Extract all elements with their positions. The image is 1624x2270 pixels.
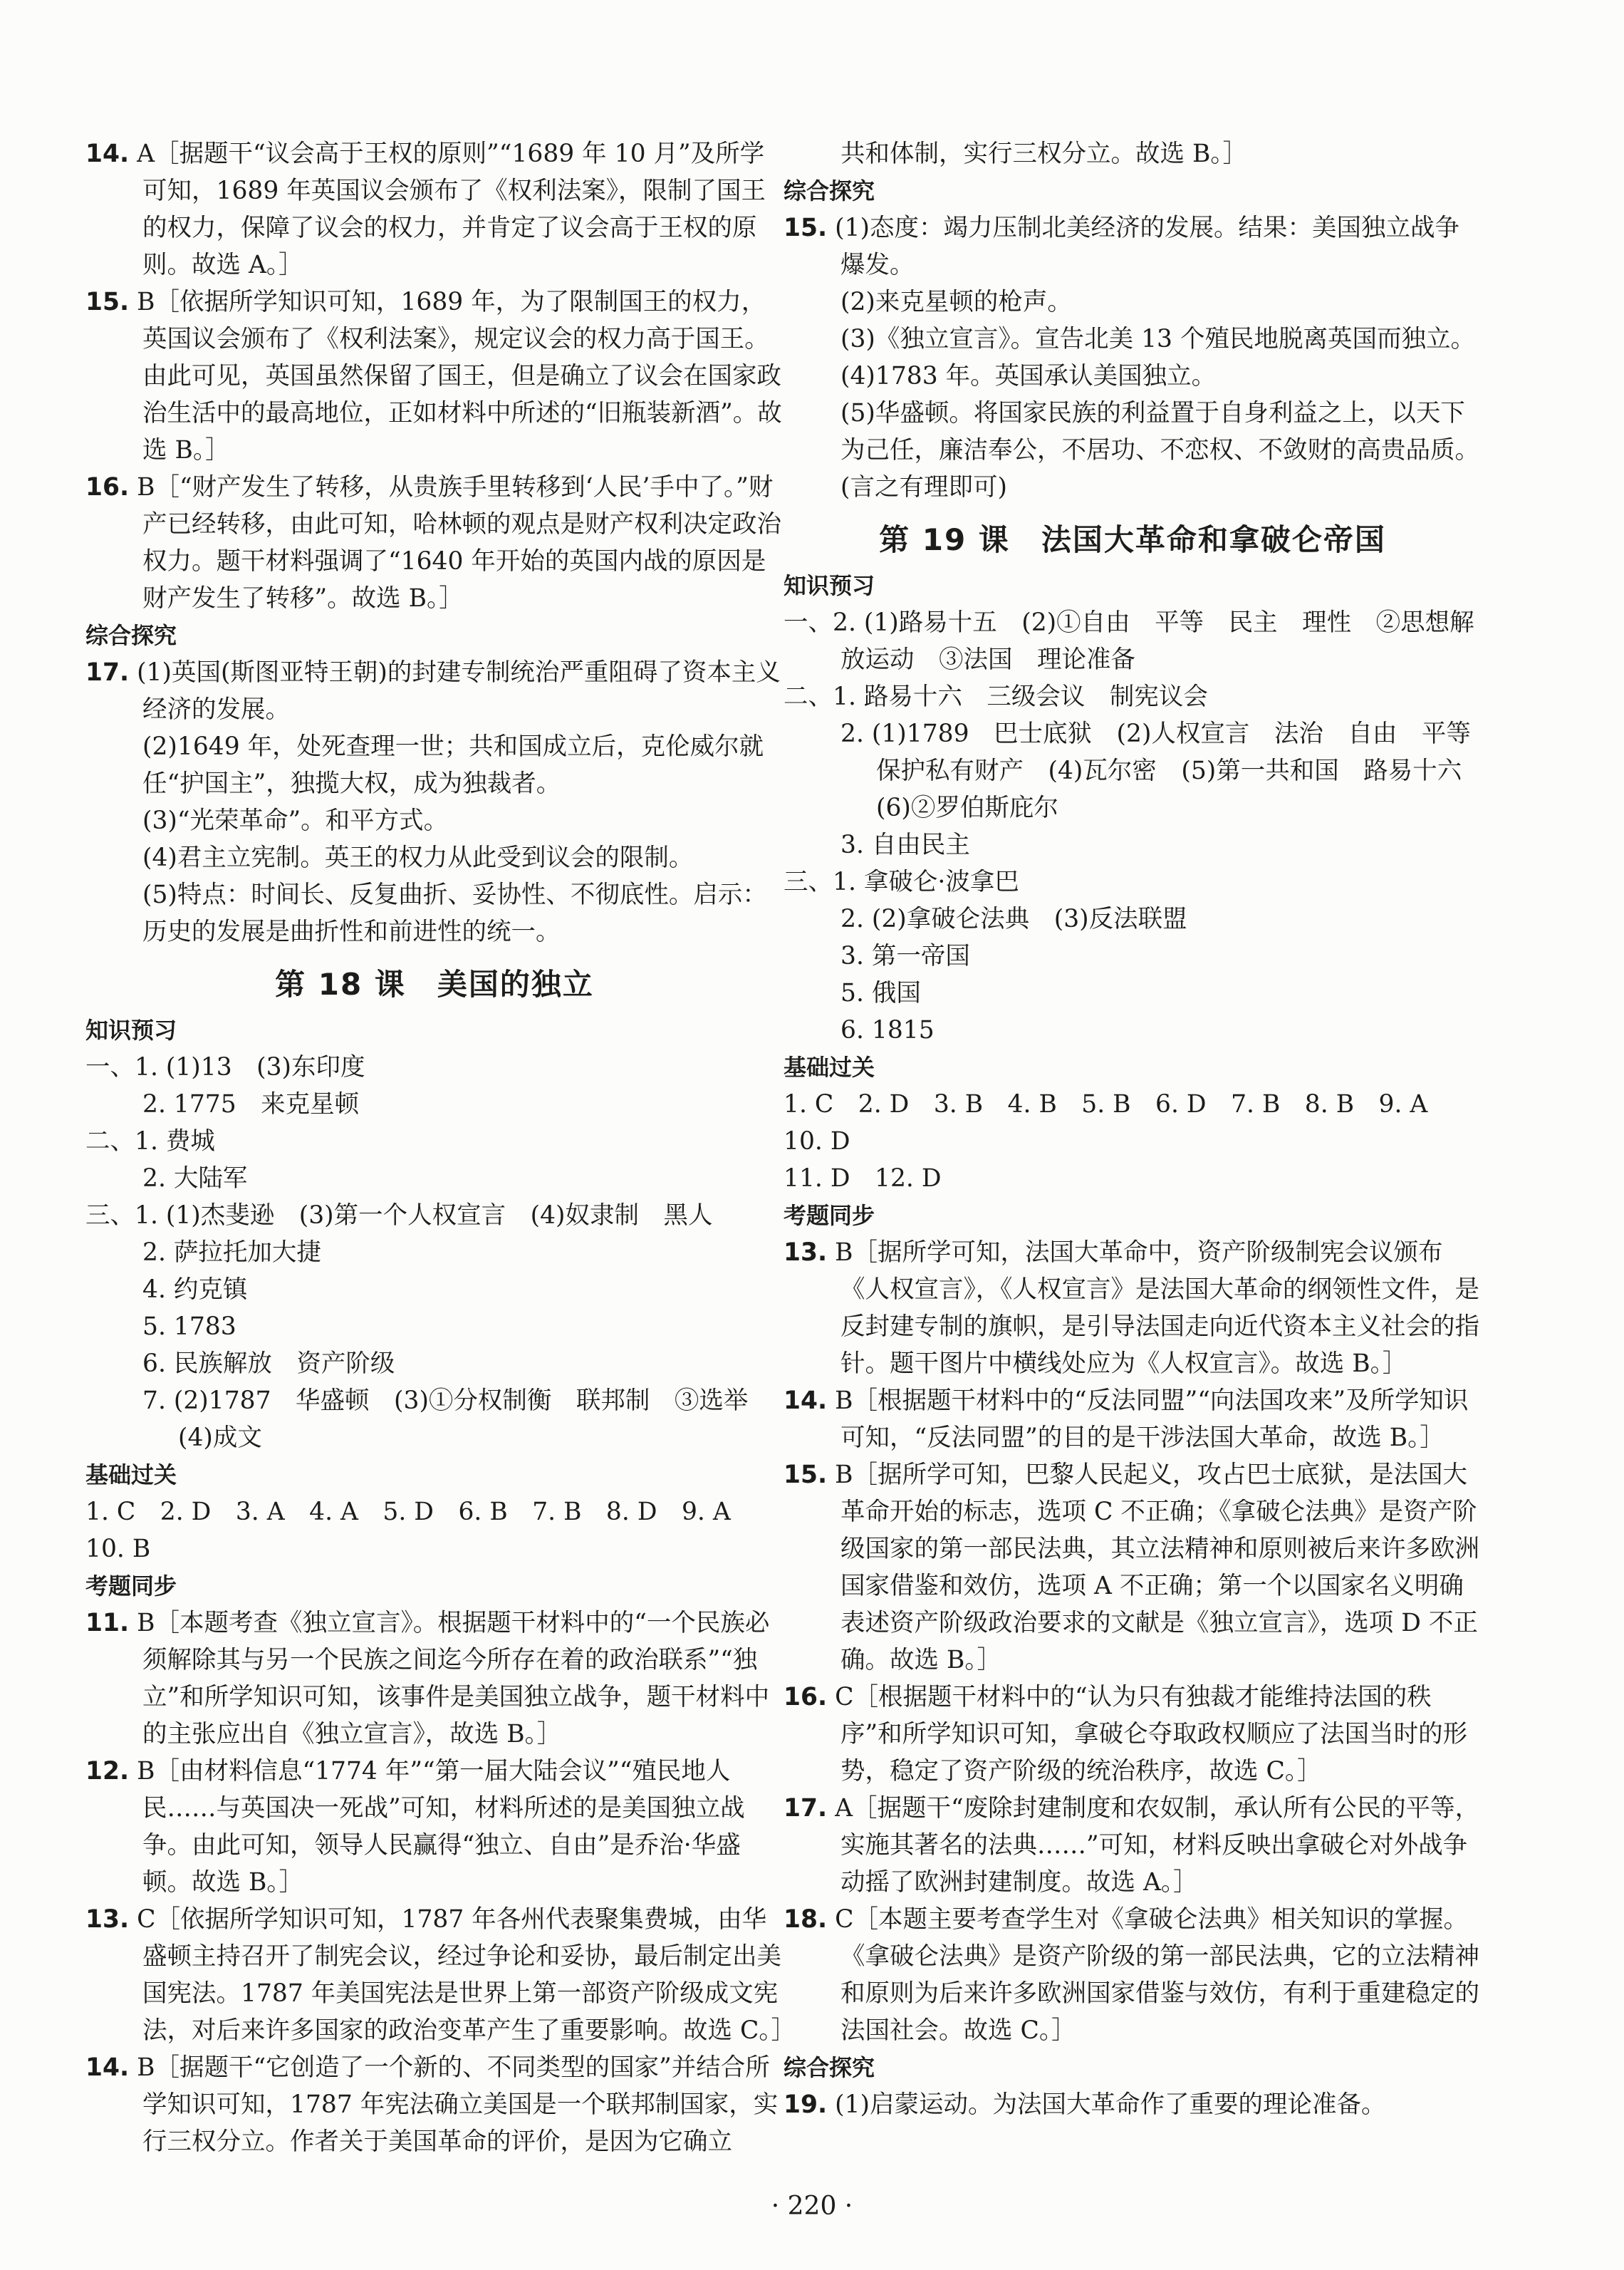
section-heading-zonghe: 综合探究 bbox=[784, 177, 875, 204]
section-heading-kaoti: 考题同步 bbox=[85, 1572, 177, 1600]
preview-3-5: 5. 1783 bbox=[142, 1312, 236, 1341]
answer-15-part2: (2)来克星顿的枪声。 bbox=[840, 288, 1072, 316]
answer-17-part5: (5)特点：时间长、反复曲折、妥协性、不彻底性。启示：历史的发展是曲折性和前进性的统一。 bbox=[142, 881, 767, 946]
left-column bbox=[85, 135, 796, 2160]
answer-17-part4: (4)君主立宪制。英王的权力从此受到议会的限制。 bbox=[142, 844, 694, 872]
preview-3-6: 6. 民族解放 资产阶级 bbox=[142, 1349, 395, 1378]
preview-3-1: 三、1. 拿破仑·波拿巴 bbox=[784, 868, 1019, 896]
preview-3-6: 6. 1815 bbox=[840, 1016, 935, 1045]
preview-2-1: 二、1. 路易十六 三级会议 制宪议会 bbox=[784, 683, 1208, 711]
preview-3-1: 三、1. (1)杰斐逊 (3)第一个人权宣言 (4)奴隶制 黑人 bbox=[85, 1201, 713, 1230]
preview-2-3: 3. 自由民主 bbox=[840, 831, 970, 859]
preview-1: 一、2. (1)路易十五 (2)①自由 平等 民主 理性 ②思想解放运动 ③法国 理论准备 bbox=[784, 608, 1474, 674]
preview-1-2: 2. 1775 来克星顿 bbox=[142, 1090, 360, 1119]
answer-14: 14. A［据题干“议会高于王权的原则”“1689 年 10 月”及所学可知，1689 年英国议会颁布了《权利法案》，限制了国王的权力，保障了议会的权力，并肯定了议会高于王权的原则。故选 A。］ bbox=[85, 140, 766, 279]
lesson-18-title: 第 18 课 美国的独立 bbox=[275, 967, 594, 1002]
answer-13: 13. C［依据所学知识可知，1787 年各州代表聚集费城，由华盛顿主持召开了制宪会议，经过争论和妥协，最后制定出美国宪法。1787 年美国宪法是世界上第一部资产阶级成文宪法，对后来许多国家的政治变革产生了重要影响。故选 C。］ bbox=[85, 1905, 796, 2045]
preview-2-1: 二、1. 费城 bbox=[85, 1127, 215, 1156]
preview-3-7b: (4)成文 bbox=[178, 1424, 262, 1452]
section-heading-jichu: 基础过关 bbox=[784, 1054, 875, 1081]
preview-3-7: 7. (2)1787 华盛顿 (3)①分权制衡 联邦制 ③选举 bbox=[142, 1387, 749, 1415]
preview-3-4: 4. 约克镇 bbox=[142, 1275, 248, 1304]
answer-14b: 14. B［据题干“它创造了一个新的、不同类型的国家”并结合所学知识可知，1787 年宪法确立美国是一个联邦制国家，实行三权分立。作者关于美国革命的评价，是因为它确立 bbox=[85, 2053, 779, 2156]
basic-answers: 1. C 2. D 3. A 4. A 5. D 6. B 7. B 8. D 9. A 10. B bbox=[85, 1498, 756, 1563]
answer-17: 17. (1)英国(斯图亚特王朝)的封建专制统治严重阻碍了资本主义经济的发展。 bbox=[85, 658, 781, 724]
answer-15-part5: (5)华盛顿。将国家民族的利益置于自身利益之上，以天下为己任，廉洁奉公，不居功、不恋权、不敛财的高贵品质。(言之有理即可) bbox=[840, 399, 1479, 502]
preview-3-2: 2. (2)拿破仑法典 (3)反法联盟 bbox=[840, 905, 1187, 933]
answer-15-part4: (4)1783 年。英国承认美国独立。 bbox=[840, 362, 1217, 390]
preview-3-3: 3. 第一帝国 bbox=[840, 942, 970, 970]
preview-2-2: 2. 大陆军 bbox=[142, 1164, 248, 1193]
answer-13: 13. B［据所学可知，法国大革命中，资产阶级制宪会议颁布《人权宣言》，《人权宣言》是法国大革命的纲领性文件，是反封建专制的旗帜，是引导法国走向近代资本主义社会的指针。题干图片中横线处应为《人权宣言》。故选 B。］ bbox=[784, 1238, 1479, 1378]
answer-16: 16. B［“财产发生了转移，从贵族手里转移到‘人民’手中了。”财产已经转移，由此可知，哈林顿的观点是财产权利决定政治权力。题干材料强调了“1640 年开始的英国内战的原因是财产发生了转移”。故选 B。］ bbox=[85, 473, 781, 613]
answer-15: 15. B［依据所学知识可知，1689 年，为了限制国王的权力，英国议会颁布了《权利法案》，规定议会的权力高于国王。由此可见，英国虽然保留了国王，但是确立了议会在国家政治生活中的最高地位，正如材料中所述的“旧瓶装新酒”。故选 B。］ bbox=[85, 288, 782, 465]
section-heading-zonghe-2: 综合探究 bbox=[784, 2054, 875, 2081]
answer-17-part3: (3)“光荣革命”。和平方式。 bbox=[142, 807, 449, 835]
section-heading-jichu: 基础过关 bbox=[85, 1461, 177, 1488]
section-heading-kaoti: 考题同步 bbox=[784, 1202, 875, 1229]
answer-17: 17. A［据题干“废除封建制度和农奴制，承认所有公民的平等，实施其著名的法典……”可知，材料反映出拿破仑对外战争动摇了欧洲封建制度。故选 A。］ bbox=[784, 1794, 1480, 1897]
answer-18: 18. C［本题主要考查学生对《拿破仑法典》相关知识的掌握。《拿破仑法典》是资产阶级的第一部民法典，它的立法精神和原则为后来许多欧洲国家借鉴与效仿，有利于重建稳定的法国社会。故选 C。］ bbox=[784, 1905, 1479, 2045]
section-heading-zonghe: 综合探究 bbox=[85, 622, 177, 649]
preview-3-2: 2. 萨拉托加大捷 bbox=[142, 1238, 321, 1267]
answer-15-part3: (3)《独立宣言》。宣告北美 13 个殖民地脱离英国而独立。 bbox=[840, 325, 1475, 353]
answer-17-part2: (2)1649 年，处死查理一世；共和国成立后，克伦威尔就任“护国主”，独揽大权，成为独裁者。 bbox=[142, 732, 764, 798]
section-heading-yuxi: 知识预习 bbox=[85, 1017, 177, 1044]
lesson-19-title: 第 19 课 法国大革命和拿破仑帝国 bbox=[879, 522, 1386, 557]
answer-15: 15. (1)态度：竭力压制北美经济的发展。结果：美国独立战争爆发。 bbox=[784, 214, 1459, 279]
answer-14: 14. B［根据题干材料中的“反法同盟”“向法国攻来”及所学知识可知，“反法同盟”的目的是干涉法国大革命，故选 B。］ bbox=[784, 1387, 1469, 1452]
answer-12: 12. B［由材料信息“1774 年”“第一届大陆会议”“殖民地人民……与英国决一死战”可知，材料所述的是美国独立战争。由此可知，领导人民赢得“独立、自由”是乔治·华盛顿。故选 B。］ bbox=[85, 1757, 745, 1897]
basic-answers-2: 11. D 12. D bbox=[784, 1164, 942, 1193]
preview-1-1: 一、1. (1)13 (3)东印度 bbox=[85, 1053, 365, 1082]
answer-16: 16. C［根据题干材料中的“认为只有独裁才能维持法国的秩序”和所学知识可知，拿破仑夺取政权顺应了法国当时的形势，稳定了资产阶级的统治秩序，故选 C。］ bbox=[784, 1683, 1468, 1786]
basic-answers-1: 1. C 2. D 3. B 4. B 5. B 6. D 7. B 8. B 9. A 10. D bbox=[784, 1090, 1452, 1156]
page-number: · 220 · bbox=[771, 2192, 853, 2221]
answer-14b-continued: 共和体制，实行三权分立。故选 B。］ bbox=[840, 140, 1248, 168]
section-heading-yuxi: 知识预习 bbox=[784, 572, 875, 599]
answer-11: 11. B［本题考查《独立宣言》。根据题干材料中的“一个民族必须解除其与另一个民族之间迄今所存在着的政治联系”“独立”和所学知识可知，该事件是美国独立战争，题干材料中的主张应出自《独立宣言》，故选 B。］ bbox=[85, 1609, 770, 1748]
answer-15b: 15. B［据所学可知，巴黎人民起义，攻占巴士底狱，是法国大革命开始的标志，选项 C 不正确；《拿破仑法典》是资产阶级国家的第一部民法典，其立法精神和原则被后来许多欧洲国家借鉴和效仿，选项 A 不正确；第一个以国家名义明确表述资产阶级政治要求的文献是《独立宣言》，选项 D 不正确。故选 B。］ bbox=[784, 1461, 1479, 1674]
answer-19: 19. (1)启蒙运动。为法国大革命作了重要的理论准备。 bbox=[784, 2090, 1386, 2119]
preview-2-2: 2. (1)1789 巴士底狱 (2)人权宣言 法治 自由 平等 保护私有财产 (4)瓦尔密 (5)第一共和国 路易十六 (6)②罗伯斯庇尔 bbox=[840, 720, 1496, 822]
preview-3-5: 5. 俄国 bbox=[840, 979, 921, 1007]
right-column bbox=[784, 135, 1496, 2123]
